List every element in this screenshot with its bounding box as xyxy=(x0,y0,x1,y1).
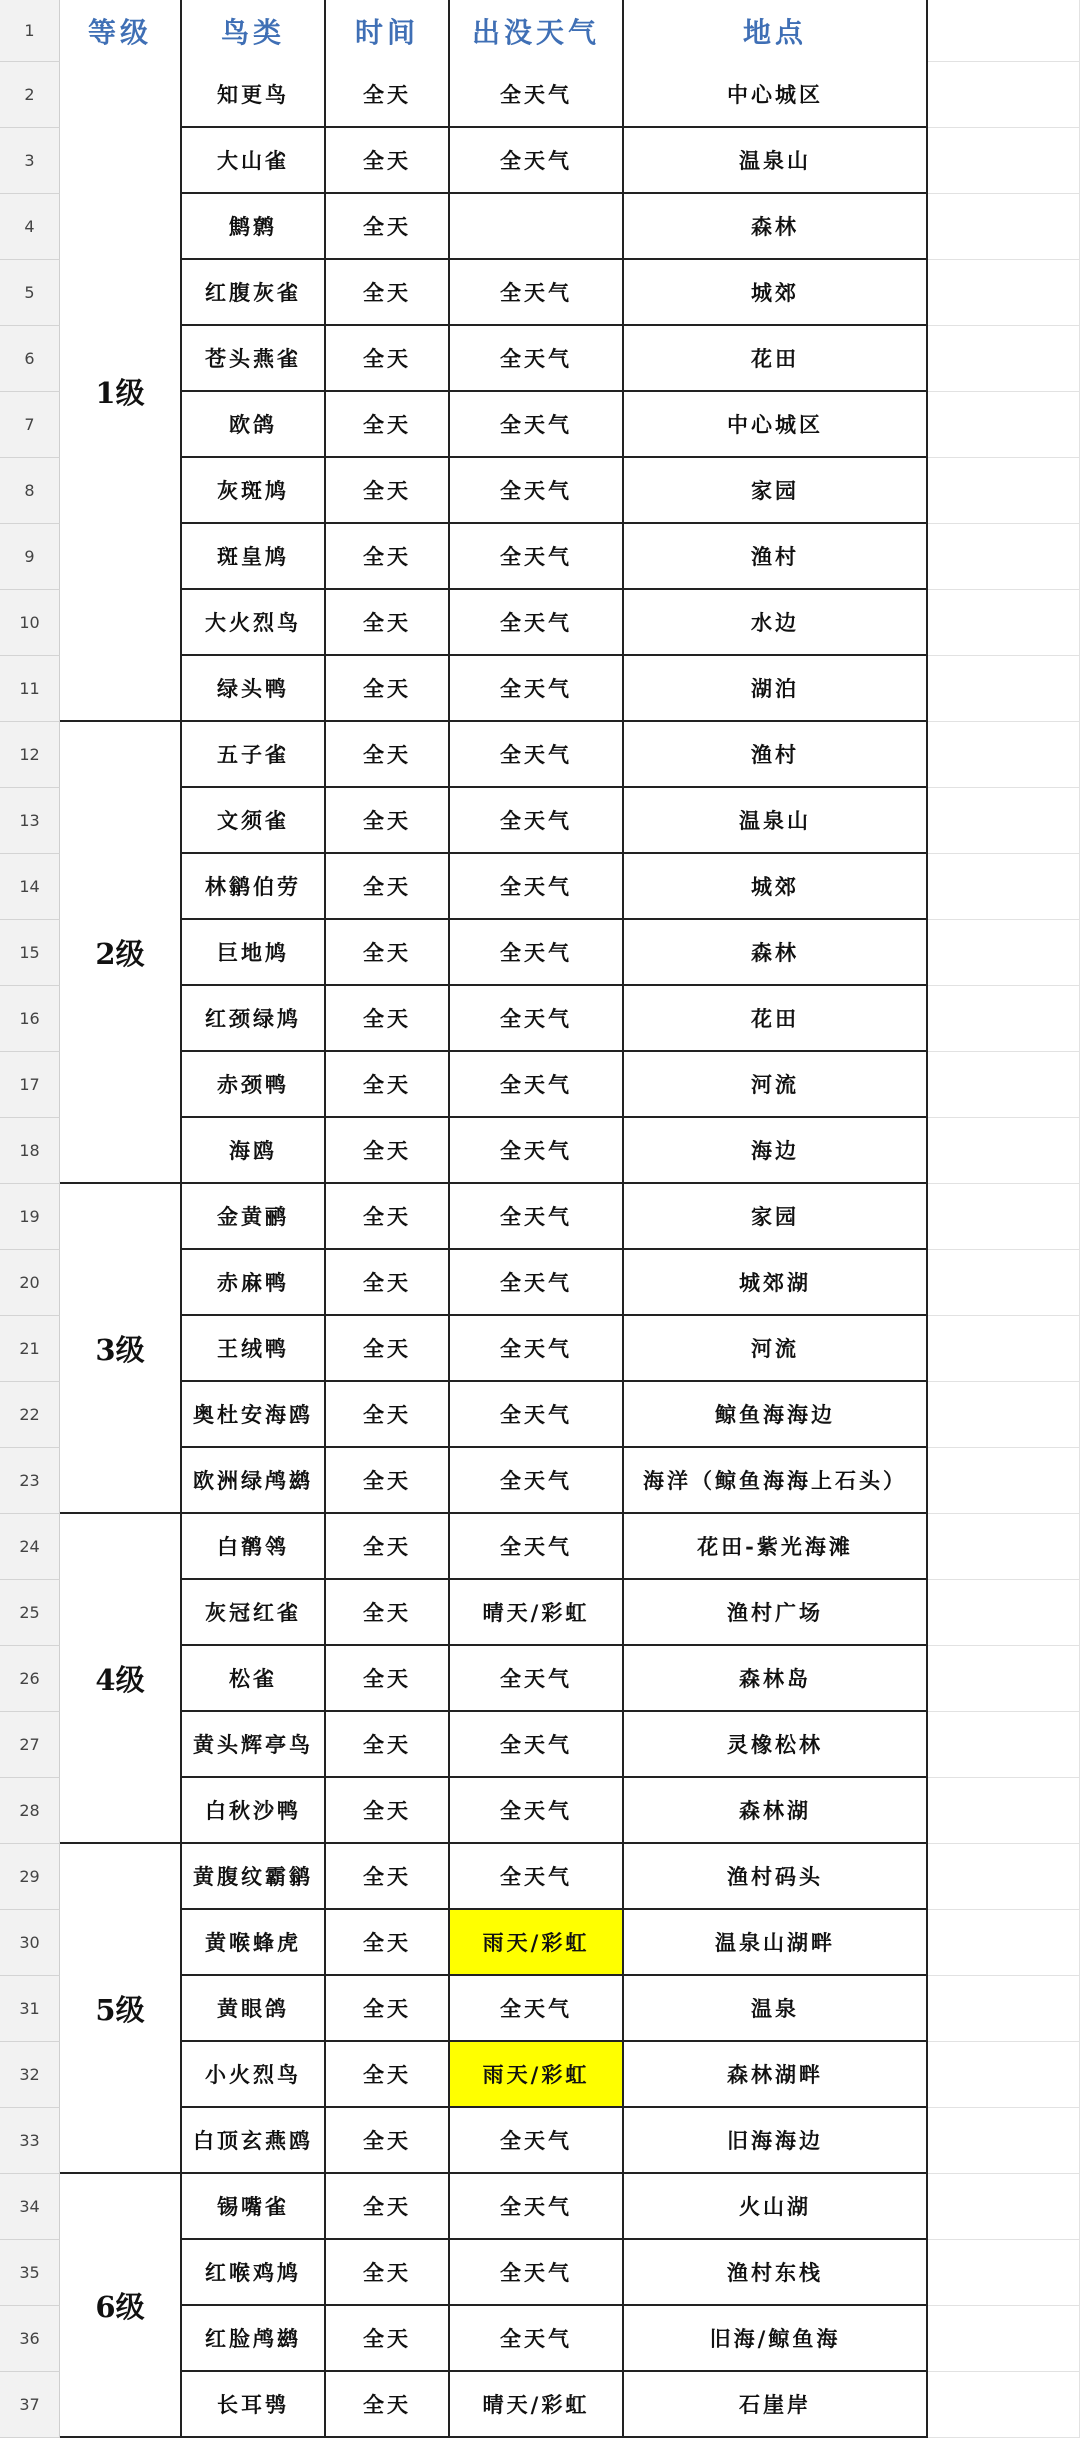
time-cell[interactable]: 全天 xyxy=(326,326,450,392)
weather-cell[interactable]: 全天气 xyxy=(450,1448,624,1514)
place-cell[interactable]: 渔村东栈 xyxy=(624,2240,928,2306)
weather-cell[interactable]: 全天气 xyxy=(450,590,624,656)
weather-cell[interactable]: 全天气 xyxy=(450,1514,624,1580)
bird-cell[interactable]: 红颈绿鸠 xyxy=(182,986,326,1052)
bird-cell[interactable]: 文须雀 xyxy=(182,788,326,854)
place-cell[interactable]: 森林湖 xyxy=(624,1778,928,1844)
weather-cell[interactable]: 全天气 xyxy=(450,1778,624,1844)
row-number[interactable]: 6 xyxy=(0,326,60,392)
bird-cell[interactable]: 王绒鸭 xyxy=(182,1316,326,1382)
row-number[interactable]: 8 xyxy=(0,458,60,524)
row-number[interactable]: 15 xyxy=(0,920,60,986)
place-cell[interactable]: 森林岛 xyxy=(624,1646,928,1712)
bird-cell[interactable]: 鹪鹩 xyxy=(182,194,326,260)
empty-cell[interactable] xyxy=(928,1712,1080,1778)
grade-cell[interactable]: 6级 xyxy=(60,2174,182,2438)
place-cell[interactable]: 火山湖 xyxy=(624,2174,928,2240)
time-cell[interactable]: 全天 xyxy=(326,194,450,260)
place-cell[interactable]: 湖泊 xyxy=(624,656,928,722)
empty-cell[interactable] xyxy=(928,1580,1080,1646)
row-number[interactable]: 12 xyxy=(0,722,60,788)
row-number[interactable]: 37 xyxy=(0,2372,60,2438)
bird-cell[interactable]: 白鹡鸰 xyxy=(182,1514,326,1580)
time-cell[interactable]: 全天 xyxy=(326,1844,450,1910)
bird-cell[interactable]: 林鹟伯劳 xyxy=(182,854,326,920)
bird-cell[interactable]: 五子雀 xyxy=(182,722,326,788)
empty-cell[interactable] xyxy=(928,392,1080,458)
place-cell[interactable]: 森林 xyxy=(624,920,928,986)
time-cell[interactable]: 全天 xyxy=(326,1052,450,1118)
weather-cell[interactable]: 全天气 xyxy=(450,788,624,854)
weather-cell[interactable]: 全天气 xyxy=(450,326,624,392)
weather-cell[interactable]: 全天气 xyxy=(450,854,624,920)
row-number[interactable]: 25 xyxy=(0,1580,60,1646)
empty-cell[interactable] xyxy=(928,1844,1080,1910)
place-cell[interactable]: 渔村码头 xyxy=(624,1844,928,1910)
time-cell[interactable]: 全天 xyxy=(326,788,450,854)
weather-cell[interactable]: 晴天/彩虹 xyxy=(450,2372,624,2438)
empty-cell[interactable] xyxy=(928,1778,1080,1844)
header-time[interactable]: 时间 xyxy=(326,0,450,62)
bird-cell[interactable]: 黄头辉亭鸟 xyxy=(182,1712,326,1778)
empty-cell[interactable] xyxy=(928,2306,1080,2372)
place-cell[interactable]: 灵橡松林 xyxy=(624,1712,928,1778)
empty-cell[interactable] xyxy=(928,722,1080,788)
bird-cell[interactable]: 灰斑鸠 xyxy=(182,458,326,524)
empty-cell[interactable] xyxy=(928,2372,1080,2438)
row-number[interactable]: 11 xyxy=(0,656,60,722)
empty-cell[interactable] xyxy=(928,524,1080,590)
place-cell[interactable]: 森林湖畔 xyxy=(624,2042,928,2108)
time-cell[interactable]: 全天 xyxy=(326,656,450,722)
place-cell[interactable]: 鲸鱼海海边 xyxy=(624,1382,928,1448)
row-number[interactable]: 1 xyxy=(0,0,60,62)
weather-cell[interactable]: 全天气 xyxy=(450,1382,624,1448)
weather-cell[interactable]: 雨天/彩虹 xyxy=(450,2042,624,2108)
empty-cell[interactable] xyxy=(928,986,1080,1052)
weather-cell[interactable]: 全天气 xyxy=(450,1052,624,1118)
bird-cell[interactable]: 欧洲绿鸬鹚 xyxy=(182,1448,326,1514)
bird-cell[interactable]: 黄腹纹霸鹟 xyxy=(182,1844,326,1910)
place-cell[interactable]: 家园 xyxy=(624,1184,928,1250)
time-cell[interactable]: 全天 xyxy=(326,2240,450,2306)
place-cell[interactable]: 河流 xyxy=(624,1316,928,1382)
empty-cell[interactable] xyxy=(928,1646,1080,1712)
empty-cell[interactable] xyxy=(928,2042,1080,2108)
place-cell[interactable]: 温泉山湖畔 xyxy=(624,1910,928,1976)
bird-cell[interactable]: 红喉鸡鸠 xyxy=(182,2240,326,2306)
time-cell[interactable]: 全天 xyxy=(326,986,450,1052)
row-number[interactable]: 33 xyxy=(0,2108,60,2174)
row-number[interactable]: 13 xyxy=(0,788,60,854)
grade-cell[interactable]: 2级 xyxy=(60,722,182,1184)
weather-cell[interactable]: 全天气 xyxy=(450,1316,624,1382)
row-number[interactable]: 5 xyxy=(0,260,60,326)
place-cell[interactable]: 花田-紫光海滩 xyxy=(624,1514,928,1580)
place-cell[interactable]: 河流 xyxy=(624,1052,928,1118)
place-cell[interactable]: 渔村 xyxy=(624,722,928,788)
time-cell[interactable]: 全天 xyxy=(326,722,450,788)
empty-cell[interactable] xyxy=(928,0,1080,62)
place-cell[interactable]: 水边 xyxy=(624,590,928,656)
time-cell[interactable]: 全天 xyxy=(326,590,450,656)
row-number[interactable]: 3 xyxy=(0,128,60,194)
time-cell[interactable]: 全天 xyxy=(326,1976,450,2042)
time-cell[interactable]: 全天 xyxy=(326,1184,450,1250)
bird-cell[interactable]: 海鸥 xyxy=(182,1118,326,1184)
bird-cell[interactable]: 大山雀 xyxy=(182,128,326,194)
bird-cell[interactable]: 大火烈鸟 xyxy=(182,590,326,656)
place-cell[interactable]: 温泉山 xyxy=(624,128,928,194)
weather-cell[interactable]: 全天气 xyxy=(450,458,624,524)
bird-cell[interactable]: 松雀 xyxy=(182,1646,326,1712)
empty-cell[interactable] xyxy=(928,1118,1080,1184)
time-cell[interactable]: 全天 xyxy=(326,854,450,920)
row-number[interactable]: 17 xyxy=(0,1052,60,1118)
weather-cell[interactable]: 全天气 xyxy=(450,986,624,1052)
time-cell[interactable]: 全天 xyxy=(326,2306,450,2372)
row-number[interactable]: 27 xyxy=(0,1712,60,1778)
row-number[interactable]: 21 xyxy=(0,1316,60,1382)
bird-cell[interactable]: 小火烈鸟 xyxy=(182,2042,326,2108)
time-cell[interactable]: 全天 xyxy=(326,524,450,590)
time-cell[interactable]: 全天 xyxy=(326,1448,450,1514)
weather-cell[interactable]: 全天气 xyxy=(450,920,624,986)
time-cell[interactable]: 全天 xyxy=(326,2108,450,2174)
grade-cell[interactable]: 4级 xyxy=(60,1514,182,1844)
grade-cell[interactable]: 1级 xyxy=(60,62,182,722)
place-cell[interactable]: 家园 xyxy=(624,458,928,524)
bird-cell[interactable]: 锡嘴雀 xyxy=(182,2174,326,2240)
time-cell[interactable]: 全天 xyxy=(326,2372,450,2438)
time-cell[interactable]: 全天 xyxy=(326,1580,450,1646)
row-number[interactable]: 18 xyxy=(0,1118,60,1184)
weather-cell[interactable]: 全天气 xyxy=(450,128,624,194)
place-cell[interactable]: 城郊 xyxy=(624,260,928,326)
empty-cell[interactable] xyxy=(928,128,1080,194)
bird-cell[interactable]: 奥杜安海鸥 xyxy=(182,1382,326,1448)
row-number[interactable]: 10 xyxy=(0,590,60,656)
empty-cell[interactable] xyxy=(928,1184,1080,1250)
empty-cell[interactable] xyxy=(928,260,1080,326)
weather-cell[interactable]: 全天气 xyxy=(450,1844,624,1910)
time-cell[interactable]: 全天 xyxy=(326,1382,450,1448)
weather-cell[interactable]: 全天气 xyxy=(450,392,624,458)
weather-cell[interactable]: 全天气 xyxy=(450,1184,624,1250)
time-cell[interactable]: 全天 xyxy=(326,1118,450,1184)
empty-cell[interactable] xyxy=(928,1250,1080,1316)
row-number[interactable]: 31 xyxy=(0,1976,60,2042)
place-cell[interactable]: 花田 xyxy=(624,326,928,392)
empty-cell[interactable] xyxy=(928,2174,1080,2240)
place-cell[interactable]: 花田 xyxy=(624,986,928,1052)
place-cell[interactable]: 城郊 xyxy=(624,854,928,920)
empty-cell[interactable] xyxy=(928,194,1080,260)
place-cell[interactable]: 森林 xyxy=(624,194,928,260)
weather-cell[interactable]: 全天气 xyxy=(450,2108,624,2174)
empty-cell[interactable] xyxy=(928,656,1080,722)
row-number[interactable]: 35 xyxy=(0,2240,60,2306)
row-number[interactable]: 4 xyxy=(0,194,60,260)
weather-cell[interactable]: 全天气 xyxy=(450,1646,624,1712)
header-weather[interactable]: 出没天气 xyxy=(450,0,624,62)
place-cell[interactable]: 旧海/鲸鱼海 xyxy=(624,2306,928,2372)
empty-cell[interactable] xyxy=(928,1382,1080,1448)
place-cell[interactable]: 渔村广场 xyxy=(624,1580,928,1646)
time-cell[interactable]: 全天 xyxy=(326,2174,450,2240)
empty-cell[interactable] xyxy=(928,326,1080,392)
place-cell[interactable]: 城郊湖 xyxy=(624,1250,928,1316)
empty-cell[interactable] xyxy=(928,854,1080,920)
time-cell[interactable]: 全天 xyxy=(326,1712,450,1778)
empty-cell[interactable] xyxy=(928,1316,1080,1382)
weather-cell[interactable]: 全天气 xyxy=(450,1118,624,1184)
empty-cell[interactable] xyxy=(928,920,1080,986)
time-cell[interactable]: 全天 xyxy=(326,1778,450,1844)
row-number[interactable]: 14 xyxy=(0,854,60,920)
bird-cell[interactable]: 红腹灰雀 xyxy=(182,260,326,326)
empty-cell[interactable] xyxy=(928,458,1080,524)
bird-cell[interactable]: 斑皇鸠 xyxy=(182,524,326,590)
row-number[interactable]: 2 xyxy=(0,62,60,128)
empty-cell[interactable] xyxy=(928,1910,1080,1976)
row-number[interactable]: 20 xyxy=(0,1250,60,1316)
empty-cell[interactable] xyxy=(928,2240,1080,2306)
weather-cell[interactable]: 晴天/彩虹 xyxy=(450,1580,624,1646)
time-cell[interactable]: 全天 xyxy=(326,1250,450,1316)
weather-cell[interactable]: 全天气 xyxy=(450,1976,624,2042)
row-number[interactable]: 24 xyxy=(0,1514,60,1580)
empty-cell[interactable] xyxy=(928,62,1080,128)
time-cell[interactable]: 全天 xyxy=(326,2042,450,2108)
place-cell[interactable]: 渔村 xyxy=(624,524,928,590)
bird-cell[interactable]: 金黄鹂 xyxy=(182,1184,326,1250)
weather-cell[interactable]: 全天气 xyxy=(450,656,624,722)
bird-cell[interactable]: 巨地鸠 xyxy=(182,920,326,986)
header-grade[interactable]: 等级 xyxy=(60,0,182,62)
bird-cell[interactable]: 绿头鸭 xyxy=(182,656,326,722)
weather-cell[interactable]: 全天气 xyxy=(450,2174,624,2240)
place-cell[interactable]: 温泉 xyxy=(624,1976,928,2042)
time-cell[interactable]: 全天 xyxy=(326,1910,450,1976)
empty-cell[interactable] xyxy=(928,1976,1080,2042)
row-number[interactable]: 19 xyxy=(0,1184,60,1250)
place-cell[interactable]: 海洋（鲸鱼海海上石头） xyxy=(624,1448,928,1514)
row-number[interactable]: 28 xyxy=(0,1778,60,1844)
row-number[interactable]: 23 xyxy=(0,1448,60,1514)
row-number[interactable]: 7 xyxy=(0,392,60,458)
bird-cell[interactable]: 赤颈鸭 xyxy=(182,1052,326,1118)
row-number[interactable]: 9 xyxy=(0,524,60,590)
time-cell[interactable]: 全天 xyxy=(326,920,450,986)
time-cell[interactable]: 全天 xyxy=(326,392,450,458)
time-cell[interactable]: 全天 xyxy=(326,1514,450,1580)
bird-cell[interactable]: 红脸鸬鹚 xyxy=(182,2306,326,2372)
empty-cell[interactable] xyxy=(928,788,1080,854)
bird-cell[interactable]: 灰冠红雀 xyxy=(182,1580,326,1646)
weather-cell[interactable]: 雨天/彩虹 xyxy=(450,1910,624,1976)
bird-cell[interactable]: 知更鸟 xyxy=(182,62,326,128)
place-cell[interactable]: 海边 xyxy=(624,1118,928,1184)
time-cell[interactable]: 全天 xyxy=(326,128,450,194)
bird-cell[interactable]: 黄眼鸽 xyxy=(182,1976,326,2042)
header-place[interactable]: 地点 xyxy=(624,0,928,62)
place-cell[interactable]: 石崖岸 xyxy=(624,2372,928,2438)
time-cell[interactable]: 全天 xyxy=(326,458,450,524)
row-number[interactable]: 34 xyxy=(0,2174,60,2240)
bird-cell[interactable]: 长耳鸮 xyxy=(182,2372,326,2438)
time-cell[interactable]: 全天 xyxy=(326,260,450,326)
weather-cell[interactable] xyxy=(450,194,624,260)
place-cell[interactable]: 旧海海边 xyxy=(624,2108,928,2174)
bird-cell[interactable]: 黄喉蜂虎 xyxy=(182,1910,326,1976)
bird-cell[interactable]: 欧鸽 xyxy=(182,392,326,458)
time-cell[interactable]: 全天 xyxy=(326,62,450,128)
row-number[interactable]: 26 xyxy=(0,1646,60,1712)
weather-cell[interactable]: 全天气 xyxy=(450,524,624,590)
empty-cell[interactable] xyxy=(928,2108,1080,2174)
grade-cell[interactable]: 5级 xyxy=(60,1844,182,2174)
time-cell[interactable]: 全天 xyxy=(326,1316,450,1382)
empty-cell[interactable] xyxy=(928,590,1080,656)
place-cell[interactable]: 温泉山 xyxy=(624,788,928,854)
bird-cell[interactable]: 赤麻鸭 xyxy=(182,1250,326,1316)
empty-cell[interactable] xyxy=(928,1514,1080,1580)
empty-cell[interactable] xyxy=(928,1448,1080,1514)
weather-cell[interactable]: 全天气 xyxy=(450,2306,624,2372)
weather-cell[interactable]: 全天气 xyxy=(450,722,624,788)
grade-cell[interactable]: 3级 xyxy=(60,1184,182,1514)
bird-cell[interactable]: 白秋沙鸭 xyxy=(182,1778,326,1844)
place-cell[interactable]: 中心城区 xyxy=(624,62,928,128)
row-number[interactable]: 30 xyxy=(0,1910,60,1976)
row-number[interactable]: 32 xyxy=(0,2042,60,2108)
weather-cell[interactable]: 全天气 xyxy=(450,62,624,128)
bird-cell[interactable]: 白顶玄燕鸥 xyxy=(182,2108,326,2174)
row-number[interactable]: 36 xyxy=(0,2306,60,2372)
row-number[interactable]: 22 xyxy=(0,1382,60,1448)
header-bird[interactable]: 鸟类 xyxy=(182,0,326,62)
time-cell[interactable]: 全天 xyxy=(326,1646,450,1712)
empty-cell[interactable] xyxy=(928,1052,1080,1118)
row-number[interactable]: 16 xyxy=(0,986,60,1052)
place-cell[interactable]: 中心城区 xyxy=(624,392,928,458)
weather-cell[interactable]: 全天气 xyxy=(450,260,624,326)
weather-cell[interactable]: 全天气 xyxy=(450,1250,624,1316)
weather-cell[interactable]: 全天气 xyxy=(450,1712,624,1778)
row-number[interactable]: 29 xyxy=(0,1844,60,1910)
bird-cell[interactable]: 苍头燕雀 xyxy=(182,326,326,392)
weather-cell[interactable]: 全天气 xyxy=(450,2240,624,2306)
